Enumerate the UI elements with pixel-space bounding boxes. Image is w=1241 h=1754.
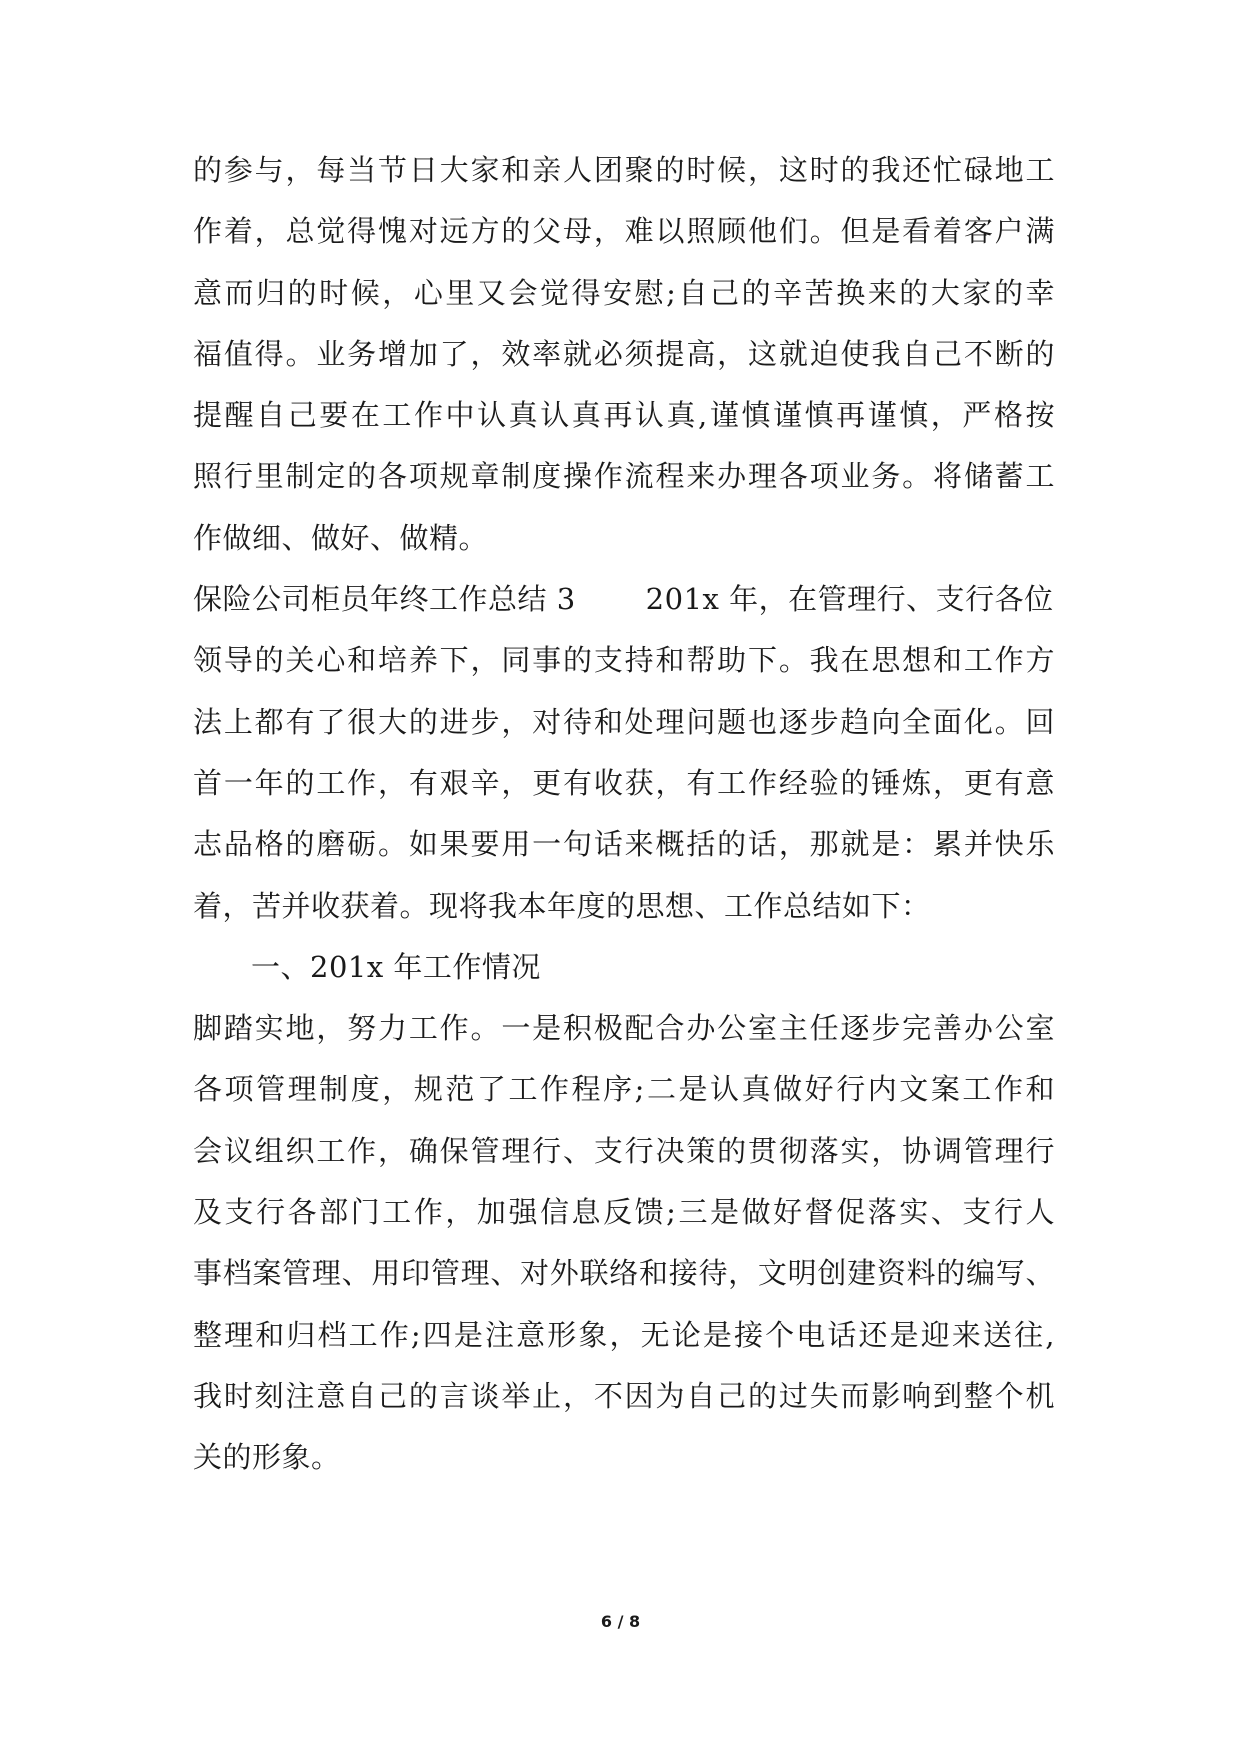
text-line: 整理和归档工作;四是注意形象，无论是接个电话还是迎来送往, bbox=[193, 1317, 1055, 1352]
text-line: 脚踏实地，努力工作。一是积极配合办公室主任逐步完善办公室 bbox=[193, 1011, 1055, 1046]
text-line: 福值得。业务增加了，效率就必须提高，这就迫使我自己不断的 bbox=[193, 336, 1055, 371]
section-heading: 一、201x 年工作情况 bbox=[251, 949, 541, 984]
text-line: 各项管理制度，规范了工作程序;二是认真做好行内文案工作和 bbox=[193, 1072, 1055, 1107]
text-line: 提醒自己要在工作中认真认真再认真,谨慎谨慎再谨慎，严格按 bbox=[193, 398, 1055, 433]
section-title-inline: 保险公司柜员年终工作总结 3 bbox=[193, 582, 576, 617]
text-line: 意而归的时候，心里又会觉得安慰;自己的辛苦换来的大家的幸 bbox=[193, 275, 1055, 310]
text-line: 作着，总觉得愧对远方的父母，难以照顾他们。但是看着客户满 bbox=[193, 214, 1055, 249]
text-line: 志品格的磨砺。如果要用一句话来概括的话，那就是：累并快乐 bbox=[193, 827, 1055, 862]
text-line: 着，苦并收获着。现将我本年度的思想、工作总结如下： bbox=[193, 888, 931, 923]
text-line: 首一年的工作，有艰辛，更有收获，有工作经验的锤炼，更有意 bbox=[193, 765, 1055, 800]
text-line: 关的形象。 bbox=[193, 1440, 341, 1475]
text-line: 领导的关心和培养下，同事的支持和帮助下。我在思想和工作方 bbox=[193, 643, 1055, 678]
paragraph-2 bbox=[193, 569, 1055, 937]
text-line: 照行里制定的各项规章制度操作流程来办理各项业务。将储蓄工 bbox=[193, 459, 1055, 494]
paragraph-1 bbox=[193, 140, 1055, 569]
body-text bbox=[193, 140, 1055, 1489]
text-line: 的参与，每当节日大家和亲人团聚的时候，这时的我还忙碌地工 bbox=[193, 153, 1055, 187]
text-line: 事档案管理、用印管理、对外联络和接待，文明创建资料的编写、 bbox=[193, 1256, 1055, 1291]
text-line: 我时刻注意自己的言谈举止，不因为自己的过失而影响到整个机 bbox=[193, 1378, 1055, 1413]
text-line bbox=[193, 569, 1055, 630]
text-fragment: 201x 年，在管理行、支行各位 bbox=[645, 582, 1054, 617]
page-number: 6 / 8 bbox=[600, 1612, 641, 1631]
text-line: 作做细、做好、做精。 bbox=[193, 520, 489, 555]
text-line: 法上都有了很大的进步，对待和处理问题也逐步趋向全面化。回 bbox=[193, 704, 1055, 739]
text-line: 会议组织工作，确保管理行、支行决策的贯彻落实，协调管理行 bbox=[193, 1133, 1055, 1168]
text-line: 及支行各部门工作，加强信息反馈;三是做好督促落实、支行人 bbox=[193, 1195, 1055, 1230]
paragraph-3 bbox=[193, 998, 1055, 1488]
